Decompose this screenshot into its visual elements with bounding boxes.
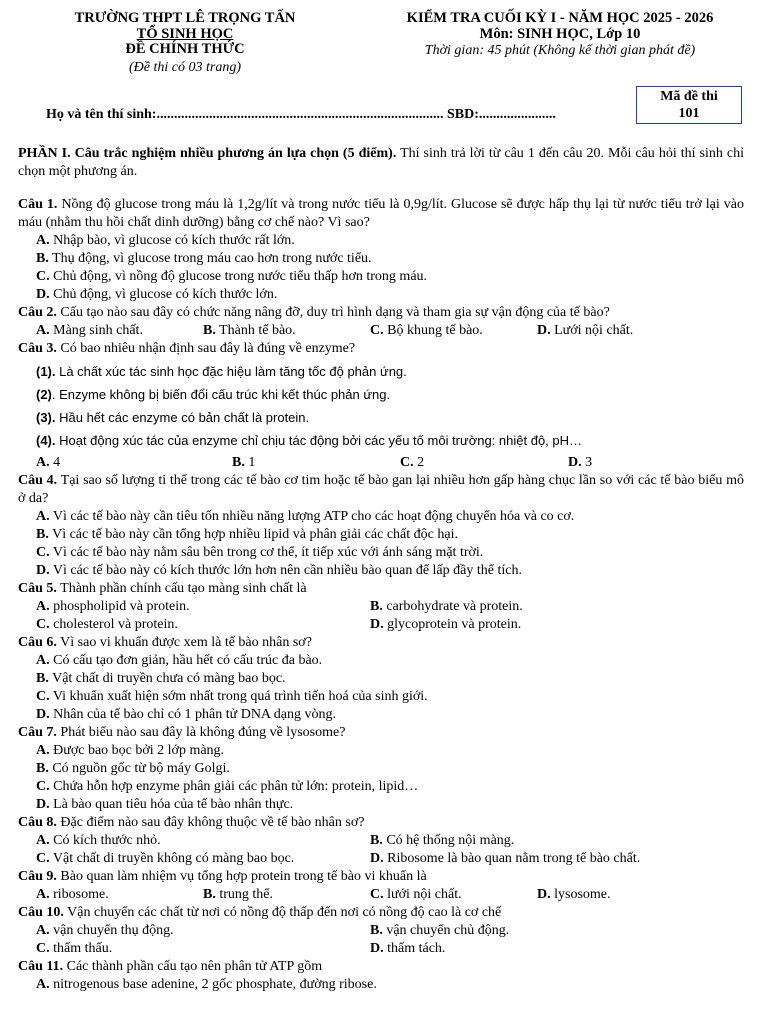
- question-1: [18, 196, 744, 232]
- option-c: C. lưới nội chất.: [370, 887, 462, 902]
- option-b: B. Có nguồn gốc từ bộ máy Golgi.: [36, 761, 230, 776]
- option-c: C. Vì các tế bào này nằm sâu bên trong cơ thể, ít tiếp xúc với ánh sáng mặt trời.: [36, 545, 484, 560]
- options-row: [18, 454, 744, 472]
- option-c: C. cholesterol và protein.: [36, 617, 178, 632]
- option-d: D. Là bào quan tiêu hóa của tế bào nhân thực.: [36, 797, 294, 812]
- option-b: B. vận chuyển chủ động.: [370, 923, 510, 938]
- exam-code-value: 101: [678, 106, 700, 121]
- option-d: D. Lưới nội chất.: [537, 323, 634, 338]
- question-text: Nồng độ glucose trong máu là 1,2g/lít và trong nước tiểu là 0,9g/lít. Glucose sẽ được hấp thụ lại từ nước tiểu trở lại vào máu (nhằm thu hồi chất dinh dưỡng) bằng cơ chế nào? Vì sao?: [18, 197, 744, 230]
- subject-line: Môn: SINH HỌC, Lớp 10: [479, 26, 641, 42]
- option-c: C. Vật chất di truyền không có màng bao bọc.: [36, 851, 295, 866]
- question-6: [18, 634, 744, 652]
- option-a: A. ribosome.: [36, 887, 109, 902]
- statement-4: (4). Hoạt động xúc tác của enzyme chỉ chịu tác động bởi các yếu tố môi trường: nhiệt độ, pH…: [36, 433, 583, 448]
- header-left: [30, 10, 340, 79]
- question-number: Câu 3.: [18, 341, 57, 356]
- school-name: TRƯỜNG THPT LÊ TRỌNG TẤN: [74, 10, 296, 26]
- official-label: ĐỀ CHÍNH THỨC: [125, 41, 245, 57]
- question-2: [18, 304, 744, 322]
- option-a: A. Được bao bọc bởi 2 lớp màng.: [36, 743, 225, 758]
- exam-code-box: [636, 86, 742, 124]
- option-c: C. thẩm thấu.: [36, 941, 113, 956]
- option-b: B. Thành tế bào.: [203, 323, 296, 338]
- option-c: C. Chủ động, vì nồng độ glucose trong nước tiểu thấp hơn trong máu.: [36, 269, 428, 284]
- part-one-description: Thí sinh trả lời từ câu 1 đến câu 20. Mỗi câu hỏi thí sinh chỉ chọn một phương án.: [18, 146, 744, 179]
- option-d: D. thẩm tách.: [370, 941, 446, 956]
- options-row: [18, 598, 744, 616]
- question-7: [18, 724, 744, 742]
- question-number: Câu 9.: [18, 869, 57, 884]
- statement-2: (2). Enzyme không bị biến đổi cấu trúc khi kết thúc phản ứng.: [36, 387, 391, 402]
- question-4: [18, 472, 744, 508]
- statement-3: (3). Hầu hết các enzyme có bản chất là protein.: [36, 410, 310, 425]
- option-b: B. Thụ động, vì glucose trong máu cao hơn trong nước tiểu.: [36, 251, 372, 266]
- option-a: A. Nhập bào, vì glucose có kích thước rất lớn.: [36, 233, 295, 248]
- question-number: Câu 2.: [18, 305, 57, 320]
- option-b: B. trung thể.: [203, 887, 273, 902]
- option-d: D. Vì các tế bào này có kích thước lớn hơn nên cần nhiều bào quan để lấp đầy thể tích.: [36, 563, 522, 578]
- part-one-instructions: [18, 145, 744, 181]
- option-a: A. 4: [36, 455, 61, 470]
- question-text: Cấu tạo nào sau đây có chức năng nâng đỡ, duy trì hình dạng và tham gia sự vận động của tế bào?: [56, 305, 610, 320]
- exam-code-label: Mã đề thi: [660, 89, 718, 104]
- option-d: D. Chủ động, vì glucose có kích thước lớn.: [36, 287, 278, 302]
- option-b: B. 1: [232, 455, 256, 470]
- option-b: B. Vật chất di truyền chưa có màng bao bọc.: [36, 671, 286, 686]
- question-number: Câu 7.: [18, 725, 57, 740]
- options-row: [18, 850, 744, 868]
- exam-content: [18, 145, 744, 994]
- question-number: Câu 8.: [18, 815, 57, 830]
- question-text: Các thành phần cấu tạo nên phân tử ATP gồm: [63, 959, 323, 974]
- question-text: Vì sao vi khuẩn được xem là tế bào nhân sơ?: [56, 635, 312, 650]
- question-3: [18, 340, 744, 358]
- question-10: [18, 904, 744, 922]
- student-info-line: Họ và tên thí sinh:.................................................................................. SBD:......................: [46, 107, 556, 122]
- question-8: [18, 814, 744, 832]
- option-a: A. vận chuyển thụ động.: [36, 923, 174, 938]
- option-c: C. Bộ khung tế bào.: [370, 323, 483, 338]
- option-d: D. Nhân của tế bào chỉ có 1 phân tử DNA dạng vòng.: [36, 707, 336, 722]
- question-number: Câu 5.: [18, 581, 57, 596]
- option-a: A. Màng sinh chất.: [36, 323, 143, 338]
- option-c: C. Vi khuẩn xuất hiện sớm nhất trong quá trình tiến hoá của sinh giới.: [36, 689, 428, 704]
- question-number: Câu 10.: [18, 905, 64, 920]
- options-row: [18, 322, 744, 340]
- option-d: D. glycoprotein và protein.: [370, 617, 522, 632]
- part-one-title: PHẦN I. Câu trắc nghiệm nhiều phương án lựa chọn (5 điểm).: [18, 146, 397, 161]
- option-a: A. Có cấu tạo đơn giản, hầu hết có cấu trúc đa bào.: [36, 653, 323, 668]
- option-b: B. Có hệ thống nội màng.: [370, 833, 515, 848]
- question-text: Phát biểu nào sau đây là không đúng về lysosome?: [56, 725, 346, 740]
- question-number: Câu 11.: [18, 959, 64, 974]
- question-5: [18, 580, 744, 598]
- exam-title: KIỂM TRA CUỐI KỲ I - NĂM HỌC 2025 - 2026: [406, 10, 714, 26]
- options-row: [18, 922, 744, 940]
- question-text: Thành phần chính cấu tạo màng sinh chất là: [56, 581, 307, 596]
- option-c: C. 2: [400, 455, 425, 470]
- option-d: D. 3: [568, 455, 593, 470]
- time-note: Thời gian: 45 phút (Không kể thời gian phát đề): [424, 43, 696, 58]
- option-d: D. lysosome.: [537, 887, 611, 902]
- question-11: [18, 958, 744, 976]
- question-text: Đặc điểm nào sau đây không thuộc về tế bào nhân sơ?: [56, 815, 365, 830]
- option-a: A. phospholipid và protein.: [36, 599, 190, 614]
- question-text: Vận chuyển các chất từ nơi có nồng độ thấp đến nơi có nồng độ cao là cơ chế: [63, 905, 502, 920]
- option-a: A. Vì các tế bào này cần tiêu tốn nhiều năng lượng ATP cho các hoạt động chuyển hóa và co cơ.: [36, 509, 575, 524]
- question-number: Câu 1.: [18, 197, 58, 212]
- question-text: Tại sao số lượng ti thể trong các tế bào cơ tim hoặc tế bào gan lại nhiều hơn gấp hàng chục lần so với các tế bào biểu mô ở da?: [18, 473, 744, 506]
- question-text: Bào quan làm nhiệm vụ tổng hợp protein trong tế bào vi khuẩn là: [56, 869, 427, 884]
- option-b: B. carbohydrate và protein.: [370, 599, 523, 614]
- options-row: [18, 832, 744, 850]
- options-row: [18, 940, 744, 958]
- option-d: D. Ribosome là bào quan nằm trong tế bào chất.: [370, 851, 641, 866]
- question-text: Có bao nhiêu nhận định sau đây là đúng về enzyme?: [56, 341, 356, 356]
- option-c: C. Chứa hỗn hợp enzyme phân giải các phân tử lớn: protein, lipid…: [36, 779, 419, 794]
- statement-1: (1). Là chất xúc tác sinh học đặc hiệu làm tăng tốc độ phản ứng.: [36, 364, 407, 379]
- option-a: A. Có kích thước nhỏ.: [36, 833, 161, 848]
- header-right: [360, 10, 760, 60]
- question-number: Câu 6.: [18, 635, 57, 650]
- question-number: Câu 4.: [18, 473, 58, 488]
- page-count-note: (Đề thi có 03 trang): [129, 60, 241, 75]
- department-name: TỔ SINH HỌC: [136, 26, 234, 42]
- question-9: [18, 868, 744, 886]
- options-row: [18, 886, 744, 904]
- options-row: [18, 616, 744, 634]
- option-b: B. Vì các tế bào này cần tổng hợp nhiều lipid và phân giải các chất độc hại.: [36, 527, 458, 542]
- option-a: A. nitrogenous base adenine, 2 gốc phosphate, đường ribose.: [36, 977, 377, 992]
